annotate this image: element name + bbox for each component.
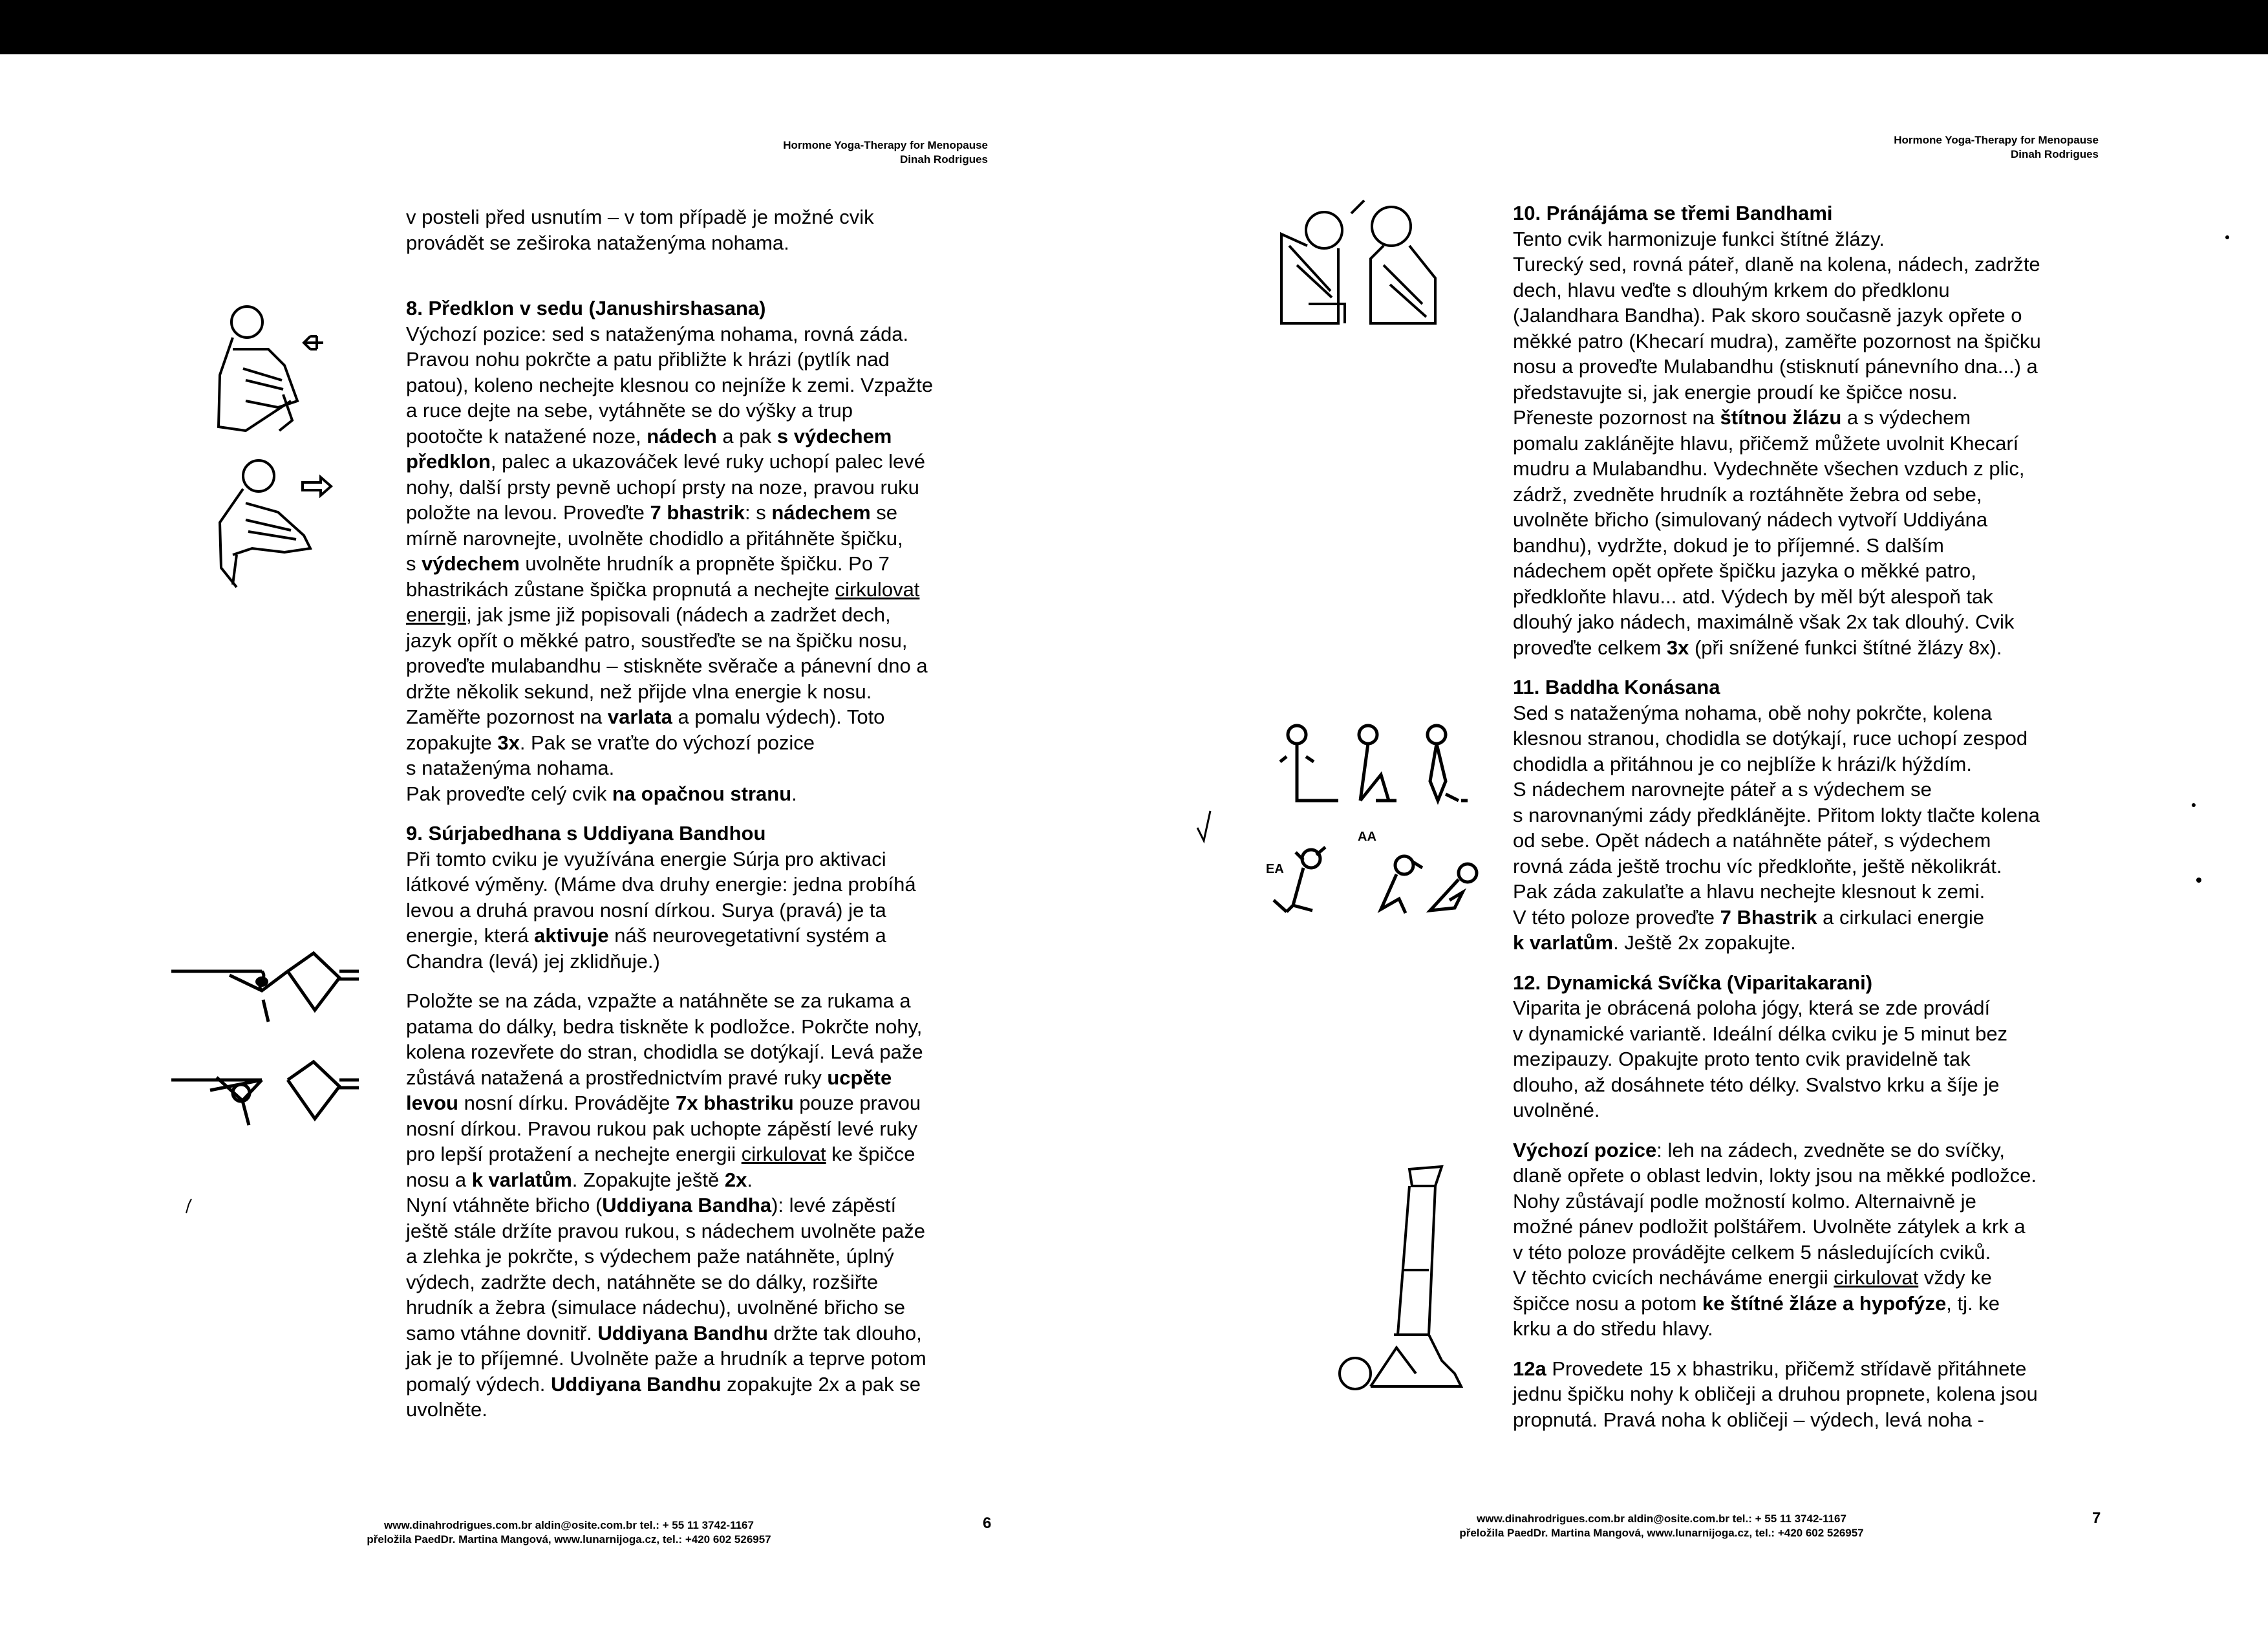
scan-top-border (0, 0, 2268, 54)
header-author: Dinah Rodrigues (2010, 148, 2099, 160)
text-line (1513, 252, 2102, 277)
text-line (406, 730, 992, 756)
underlined-text: energii (406, 603, 467, 626)
text-run: náš neurovegetativní systém a (608, 924, 886, 947)
section-11-body (1513, 700, 2102, 956)
text-run: Viparita je obrácená poloha jógy, která se zde provádí (1513, 997, 1991, 1019)
text-line (406, 551, 992, 577)
text-run: ještě stále držíte pravou rukou, s nádechem uvolněte paže (406, 1219, 926, 1242)
text-run: Zaměřte pozornost na (406, 706, 608, 728)
bold-text: aktivuje (534, 924, 609, 947)
text-line (406, 449, 992, 475)
text-run: zopakujte 2x a pak se (721, 1372, 921, 1396)
text-line (1513, 854, 2102, 879)
ea-label: EA (1266, 862, 1284, 876)
bold-text: 3x (497, 731, 520, 754)
text-run: a s výdechem (1841, 406, 1971, 429)
scan-mark (185, 1195, 198, 1214)
text-run: S nádechem narovnejte páteř a s výdechem se (1513, 778, 1932, 801)
text-line (406, 1167, 992, 1193)
section-8-body (406, 321, 992, 807)
text-run: proveďte mulabandhu – stiskněte svěrače a pánevní dno a (406, 654, 928, 677)
text-line (406, 898, 992, 923)
text-line (406, 1218, 992, 1244)
text-line (406, 424, 992, 449)
text-line (406, 1192, 992, 1218)
bold-text: varlata (607, 706, 672, 728)
text-run: zádrž, zvedněte hrudník a roztáhněte žebra od sebe, (1513, 482, 1982, 506)
text-run: bhastrikách zůstane špička propnutá a nechejte (406, 577, 835, 601)
text-line (406, 1295, 992, 1320)
text-run: mudru a Mulabandhu. Vydechněte všechen vzduch z plic, (1513, 457, 2025, 480)
left-footer (310, 1518, 828, 1547)
text-run: energie, která (406, 924, 535, 947)
text-run: jak je to příjemné. Uvolněte paže a hrudník a teprve potom (406, 1347, 926, 1370)
text-line (406, 628, 992, 654)
footer-contact: www.dinahrodrigues.com.br aldin@osite.com.br tel.: + 55 11 3742-1167 (384, 1519, 754, 1531)
text-line (406, 398, 992, 424)
text-line (1513, 1356, 2102, 1382)
text-line (1513, 1189, 2102, 1214)
text-run: zůstává natažená a prostřednictvím pravé ruky (406, 1066, 828, 1089)
text-line (406, 1346, 992, 1372)
text-run: Pak proveďte celý cvik (406, 782, 612, 805)
text-run: nosu a proveďte Mulabandhu (stisknutí pánevního dna...) a (1513, 355, 2038, 378)
text-run: s nataženýma nohama. (406, 757, 615, 779)
bold-text: štítnou žlázu (1720, 406, 1842, 429)
text-run: uvolněné. (1513, 1099, 1600, 1121)
surjabedhana-figure-2 (165, 1054, 372, 1145)
text-run: V této poloze proveďte (1513, 905, 1720, 929)
text-run: . (791, 782, 797, 805)
text-line (406, 475, 992, 501)
text-run: měkké patro (Khecarí mudra), zaměřte pozornost na špičku (1513, 329, 2041, 352)
bold-text: levou (406, 1092, 458, 1114)
text-line (1513, 226, 2102, 252)
text-run: držte tak dlouho, (767, 1321, 922, 1344)
text-line (1513, 482, 2102, 508)
text-line (406, 781, 992, 807)
section-12-paragraph-1 (1513, 995, 2102, 1123)
text-line (406, 1065, 992, 1091)
text-run: ): levé zápěstí (771, 1194, 897, 1216)
bold-text: k varlatům (471, 1168, 572, 1191)
bold-text: Uddiyana Bandha (602, 1194, 772, 1216)
janushirshasana-figure-2 (207, 458, 336, 594)
text-run: hrudník a žebra (simulace nádechu), uvolněné břicho se (406, 1296, 906, 1319)
text-run: Provedete 15 x bhastriku, přičemž střídavě přitáhnete (1546, 1357, 2027, 1380)
text-run: , palec a ukazováček levé ruky uchopí palec levé (490, 450, 925, 473)
text-run: , jak jsme již popisovali (nádech a zadržet dech, (466, 603, 891, 626)
section-11-title: 11. Baddha Konásana (1513, 676, 1720, 698)
text-run: s narovnanými zády předklánějte. Přitom lokty tlačte kolena (1513, 803, 2040, 826)
bold-text: nádech (647, 424, 717, 447)
text-run: pomalý výdech. (406, 1372, 551, 1396)
text-line (406, 1269, 992, 1295)
viparitakarani-figure (1332, 1160, 1487, 1399)
text-run: klesnou stranou, chodidla se dotýkají, ruce uchopí zespod (1513, 727, 2028, 749)
right-text-column (1513, 200, 2102, 1432)
text-line (406, 321, 992, 347)
text-line (1513, 1021, 2102, 1047)
bold-text: 7x bhastriku (676, 1092, 794, 1114)
bold-text: Výchozí pozice (1513, 1138, 1657, 1161)
text-run: a ruce dejte na sebe, vytáhněte se do výšky a trup (406, 399, 853, 422)
text-line (1513, 609, 2102, 635)
text-run: . Zopakujte ještě (572, 1168, 725, 1191)
text-line (406, 526, 992, 552)
left-running-header (698, 138, 988, 167)
text-line (1513, 558, 2102, 584)
text-run: ke špičce (826, 1143, 915, 1165)
text-line (1513, 507, 2102, 533)
bold-text: 12a (1513, 1357, 1546, 1380)
text-run: Turecký sed, rovná páteř, dlaně na kolena, nádech, zadržte (1513, 253, 2040, 275)
text-line (1513, 700, 2102, 726)
text-line (1513, 329, 2102, 354)
text-run: vždy ke (1918, 1266, 1992, 1289)
text-line (1513, 533, 2102, 559)
text-run: se (870, 501, 898, 524)
text-line (406, 372, 992, 398)
text-run: nosní dírku. Provádějte (458, 1092, 676, 1114)
text-line (1513, 635, 2102, 661)
text-line (1513, 431, 2102, 457)
left-page-number: 6 (983, 1514, 992, 1532)
text-run: (při snížené funkci štítné žlázy 8x). (1689, 636, 2002, 659)
text-line (1513, 1046, 2102, 1072)
text-line (1513, 1163, 2102, 1189)
text-run: od sebe. Opět nádech a natáhněte páteř, s výdechem (1513, 829, 1991, 852)
text-line (406, 988, 992, 1014)
text-run: dlaně opřete o oblast ledvin, lokty jsou na měkké podložce. (1513, 1164, 2037, 1187)
text-run: pro lepší protažení a nechejte energii (406, 1143, 742, 1165)
text-line (1513, 1381, 2102, 1407)
text-line (1513, 905, 2102, 931)
footer-contact: www.dinahrodrigues.com.br aldin@osite.com.br tel.: + 55 11 3742-1167 (1477, 1513, 1846, 1525)
text-line (406, 755, 992, 781)
text-run: Nohy zůstávají podle možností kolmo. Alternaivně je (1513, 1189, 1976, 1212)
text-run: jazyk opřít o měkké patro, soustřeďte se na špičku nosu, (406, 629, 908, 652)
text-run: (Jalandhara Bandha). Pak skoro současně jazyk opřete o (1513, 304, 2022, 327)
margin-checkmark (1195, 808, 1214, 847)
text-line (406, 846, 992, 872)
text-line (1513, 354, 2102, 380)
text-line (406, 1244, 992, 1269)
text-line (1513, 751, 2102, 777)
bold-text: Uddiyana Bandhu (597, 1321, 768, 1344)
text-run: . Pak se vraťte do výchozí pozice (519, 731, 815, 754)
text-run: patou), koleno nechejte klesnou co nejníže k zemi. Vzpažte (406, 373, 934, 396)
text-run: Při tomto cviku je využívána energie Súrja pro aktivaci (406, 847, 886, 870)
text-line (1513, 1316, 2102, 1342)
text-run: kolena rozevřete do stran, chodidla se dotýkají. Levá paže (406, 1040, 923, 1063)
text-line (406, 1372, 992, 1397)
text-line (1513, 277, 2102, 303)
section-9-title: 9. Súrjabedhana s Uddiyana Bandhou (406, 822, 766, 845)
bold-text: 3x (1666, 636, 1689, 659)
text-run: položte na levou. Proveďte (406, 501, 650, 524)
bold-text: Uddiyana Bandhu (551, 1372, 722, 1396)
header-title: Hormone Yoga-Therapy for Menopause (783, 139, 988, 151)
text-run: a pomalu výdech). Toto (672, 706, 885, 728)
text-line (1513, 879, 2102, 905)
baddha-konasana-figures-row-2 (1261, 828, 1493, 931)
text-run: Tento cvik harmonizuje funkci štítné žlázy. (1513, 227, 1885, 250)
text-line (406, 1320, 992, 1346)
section-12-paragraph-3 (1513, 1356, 2102, 1433)
text-run: špičce nosu a potom (1513, 1291, 1702, 1315)
text-run: v dynamické variantě. Ideální délka cviku je 5 minut bez (1513, 1022, 2008, 1045)
underlined-text: cirkulovat (741, 1143, 826, 1165)
text-run: mírně narovnejte, uvolněte chodidlo a přitáhněte špičku, (406, 526, 903, 550)
bold-text: ucpěte (827, 1066, 892, 1089)
margin-dot-2 (2196, 877, 2202, 883)
section-9-paragraph-2 (406, 988, 992, 1423)
text-run: jednu špičku nohy k obličeji a druhou propnete, kolena jsou (1513, 1383, 2038, 1405)
pranayama-figures (1274, 194, 1468, 336)
text-run: dlouho, až dosáhnete této délky. Svalstvo krku a šíje je (1513, 1073, 2000, 1096)
text-line (406, 1090, 992, 1116)
bold-text: 7 bhastrik (650, 501, 745, 524)
footer-translator: přeložila PaedDr. Martina Mangová, www.lunarnijoga.cz, tel.: +420 602 526957 (1459, 1527, 1864, 1539)
margin-dot-3 (2224, 234, 2231, 241)
text-line (1513, 803, 2102, 828)
text-run: Chandra (levá) jej zklidňuje.) (406, 949, 660, 973)
text-line (406, 500, 992, 526)
header-author: Dinah Rodrigues (899, 153, 988, 166)
bold-text: s výdechem (776, 424, 892, 447)
text-line (406, 1039, 992, 1065)
section-10-body (1513, 226, 2102, 661)
text-line (1513, 1265, 2102, 1291)
text-run: patama do dálky, bedra tiskněte k podložce. Pokrčte nohy, (406, 1015, 923, 1038)
text-run: nosní dírkou. Pravou rukou pak uchopte zápěstí levé ruky (406, 1117, 917, 1140)
bold-text: nádechem (771, 501, 871, 524)
text-run: chodidla a přitáhnou je co nejblíže k hrázi/k hýždím. (1513, 752, 1972, 775)
text-run: dlouhý jako nádech, maximálně však 2x tak dlouhý. Cvik (1513, 610, 2015, 633)
text-run: . (747, 1168, 753, 1191)
bold-text: k varlatům (1513, 931, 1614, 954)
text-run: představujte si, jak energie proudí ke špičce nosu. (1513, 380, 1958, 404)
text-run: držte několik sekund, než přijde vlna energie k nosu. (406, 680, 872, 703)
text-line (406, 923, 992, 949)
section-8-title: 8. Předklon v sedu (Janushirshasana) (406, 297, 766, 319)
bold-text: 2x (724, 1168, 747, 1191)
text-run: uvolněte hrudník a propněte špičku. Po 7 (519, 552, 890, 575)
text-line (406, 679, 992, 705)
text-run: a cirkulaci energie (1817, 905, 1985, 929)
text-line (406, 1116, 992, 1142)
text-line (406, 704, 992, 730)
text-line (406, 653, 992, 679)
text-run: uvolněte. (406, 1398, 487, 1421)
text-line (1513, 405, 2102, 431)
right-running-header (1810, 133, 2099, 162)
left-text-column (406, 204, 992, 1423)
bold-text: předklon (406, 450, 491, 473)
text-run: . Ještě 2x zopakujte. (1613, 931, 1796, 954)
text-run: a pak (716, 424, 777, 447)
text-run: předkloňte hlavu... atd. Výdech by měl být alespoň tak (1513, 585, 1993, 608)
text-run: pomalu zaklánějte hlavu, přičemž můžete uvolnit Khecarí (1513, 431, 2019, 455)
janushirshasana-figure-1 (207, 304, 336, 446)
text-run: látkové výměny. (Máme dva druhy energie: jedna probíhá (406, 873, 916, 896)
text-line (1513, 1072, 2102, 1098)
bold-text: ke štítné žláze a hypofýze (1702, 1291, 1947, 1315)
text-line (1513, 1137, 2102, 1163)
bold-text: 7 Bhastrik (1720, 905, 1817, 929)
text-run: Nyní vtáhněte břicho ( (406, 1194, 603, 1216)
text-run: , tj. ke (1946, 1291, 2000, 1315)
section-9-paragraph-1 (406, 846, 992, 975)
text-run: pouze pravou (793, 1092, 921, 1114)
intro-line: provádět se zeširoka nataženýma nohama. (406, 231, 789, 254)
text-run: : leh na zádech, zvedněte se do svíčky, (1656, 1138, 2006, 1161)
text-line (406, 602, 992, 628)
text-line (406, 1141, 992, 1167)
text-run: bandhu), vydržte, dokud je to příjemné. S dalším (1513, 534, 1944, 557)
text-line (1513, 1097, 2102, 1123)
text-run: V těchto cvicích necháváme energii (1513, 1266, 1834, 1289)
text-run: s (406, 552, 422, 575)
surjabedhana-figure-1 (165, 945, 372, 1029)
section-12-title: 12. Dynamická Svíčka (Viparitakarani) (1513, 971, 1873, 994)
text-run: proveďte celkem (1513, 636, 1667, 659)
text-line (406, 1014, 992, 1040)
text-line (1513, 930, 2102, 956)
aa-label: AA (1358, 830, 1376, 844)
intro-line: v posteli před usnutím – v tom případě je možné cvik (406, 206, 874, 228)
text-run: mezipauzy. Opakujte proto tento cvik pravidelně tak (1513, 1048, 1971, 1070)
text-run: Položte se na záda, vzpažte a natáhněte se za rukama a (406, 989, 911, 1012)
underlined-text: cirkulovat (835, 577, 920, 601)
text-run: rovná záda ještě trochu víc předkloňte, ještě několikrát. (1513, 854, 2002, 878)
text-line (1513, 726, 2102, 751)
text-line (1513, 1407, 2102, 1433)
text-run: pootočte k natažené noze, (406, 424, 647, 447)
text-run: Pak záda zakulaťte a hlavu nechejte klesnout k zemi. (1513, 880, 1985, 903)
text-run: zopakujte (406, 731, 498, 754)
text-run: : s (744, 501, 772, 524)
text-run: a zlehka je pokrčte, s výdechem paže natáhněte, úplný (406, 1245, 894, 1267)
text-line (406, 347, 992, 372)
text-line (1513, 777, 2102, 803)
text-line (406, 1397, 992, 1423)
text-run: výdech, zadržte dech, natáhněte se do dálky, rozšiřte (406, 1270, 879, 1293)
text-line (1513, 380, 2102, 405)
text-line (1513, 1214, 2102, 1240)
margin-dot-1 (2190, 802, 2197, 808)
text-run: Přeneste pozornost na (1513, 406, 1720, 429)
baddha-konasana-figures (1267, 723, 1487, 814)
text-line (1513, 303, 2102, 329)
bold-text: na opačnou stranu (612, 782, 792, 805)
text-line (1513, 828, 2102, 854)
text-line (1513, 1291, 2102, 1317)
text-run: Sed s nataženýma nohama, obě nohy pokrčte, kolena (1513, 701, 1993, 724)
text-line (1513, 995, 2102, 1021)
text-line (406, 872, 992, 898)
text-run: nosu a (406, 1168, 472, 1191)
text-run: možné pánev podložit polštářem. Uvolněte zátylek a krk a (1513, 1215, 2026, 1238)
text-run: nádechem opět opřete špičku jazyka o měkké patro, (1513, 559, 1976, 582)
text-line (1513, 1240, 2102, 1266)
text-run: Pravou nohu pokrčte a patu přibližte k hrázi (pytlík nad (406, 348, 890, 371)
bold-text: výdechem (422, 552, 520, 575)
header-title: Hormone Yoga-Therapy for Menopause (1894, 134, 2099, 146)
text-run: krku a do středu hlavy. (1513, 1317, 1713, 1340)
text-run: Výchozí pozice: sed s nataženýma nohama, rovná záda. (406, 322, 909, 345)
text-run: uvolněte břicho (simulovaný nádech vytvoří Uddiyána (1513, 508, 1988, 531)
text-run: propnutá. Pravá noha k obličeji – výdech, levá noha - (1513, 1408, 1984, 1431)
text-run: nohy, další prsty pevně uchopí prsty na noze, pravou ruku (406, 475, 919, 499)
underlined-text: cirkulovat (1834, 1266, 1919, 1289)
footer-translator: přeložila PaedDr. Martina Mangová, www.lunarnijoga.cz, tel.: +420 602 526957 (367, 1533, 771, 1546)
right-page-number: 7 (2092, 1509, 2101, 1527)
text-run: samo vtáhne dovnitř. (406, 1321, 598, 1344)
section-12-paragraph-2 (1513, 1137, 2102, 1342)
text-run: dech, hlavu veďte s dlouhým krkem do předklonu (1513, 278, 1950, 301)
section-10-title: 10. Pránájáma se třemi Bandhami (1513, 202, 1833, 224)
text-line (406, 577, 992, 603)
text-line (406, 949, 992, 975)
right-footer (1403, 1512, 1920, 1540)
text-line (1513, 456, 2102, 482)
text-run: v této poloze provádějte celkem 5 následujících cviků. (1513, 1240, 1991, 1264)
text-run: levou a druhá pravou nosní dírkou. Surya (pravá) je ta (406, 898, 886, 921)
text-line (1513, 584, 2102, 610)
